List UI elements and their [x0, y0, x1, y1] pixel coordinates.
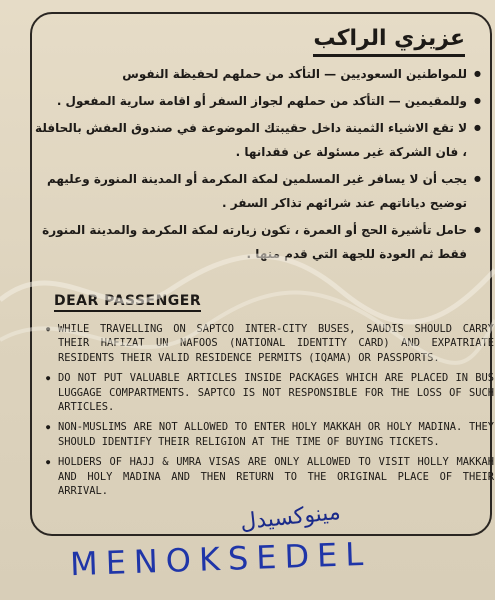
- arabic-item: ● لا تقع الاشياء الثمينة داخل حقيبتك الموضوعة في صندوق العفش بالحافلة ، فان الشركة غير مسئولة عن فقدانها .: [29, 116, 477, 164]
- english-item: ● HOLDERS OF HAJJ & UMRA VISAS ARE ONLY ALLOWED TO VISIT HOLLY MAKKAH AND HOLY MADINA AND THEN RETURN TO THE ORIGINAL PLACE OF THEIR ARRIVAL.: [44, 455, 494, 498]
- arabic-notice-list: [29, 62, 477, 269]
- arabic-item: ● وللمقيمين — التأكد من حملهم لجواز السفر أو اقامة سارية المفعول .: [29, 89, 477, 113]
- arabic-handwritten-signature: مينوكسيدل: [238, 499, 342, 536]
- arabic-title: عزيزي الراكب: [313, 26, 465, 57]
- english-item: ● DO NOT PUT VALUABLE ARTICLES INSIDE PACKAGES WHICH ARE PLACED IN BUS LUGGAGE COMPARTMENTS. SAPTCO IS NOT RESPONSIBLE FOR THE LOSS OF SUCH ARTICLES.: [44, 371, 494, 414]
- english-title: DEAR PASSENGER: [54, 292, 201, 312]
- arabic-item: ● حامل تأشيرة الحج أو العمرة ، تكون زيارته لمكة المكرمة والمدينة المنورة فقط ثم العودة للجهة التي قدم منها .: [29, 218, 477, 266]
- english-notice-list: [44, 322, 494, 504]
- english-item: ● WHILE TRAVELLING ON SAPTCO INTER-CITY BUSES, SAUDIS SHOULD CARRY THEIR HAFIZAT UN NAFOOS (NATIONAL IDENTITY CARD) AND EXPATRIATE RESIDENTS THEIR VALID RESIDENCE PERMITS (IQAMA) OR PASSPORTS.: [44, 322, 494, 365]
- arabic-item: ● يجب أن لا يسافر غير المسلمين لمكة المكرمة أو المدينة المنورة وعليهم توضيح دياناتهم عند شرائهم تذاكر السفر .: [29, 167, 477, 215]
- latin-handwritten-signature: MENOKSEDEL: [69, 534, 372, 584]
- arabic-item: ● للمواطنين السعوديين — التأكد من حملهم لحفيظة النفوس: [29, 62, 477, 86]
- english-item: ● NON-MUSLIMS ARE NOT ALLOWED TO ENTER HOLY MAKKAH OR HOLY MADINA. THEY SHOULD IDENTIFY THEIR RELIGION AT THE TIME OF BUYING TICKETS.: [44, 420, 494, 449]
